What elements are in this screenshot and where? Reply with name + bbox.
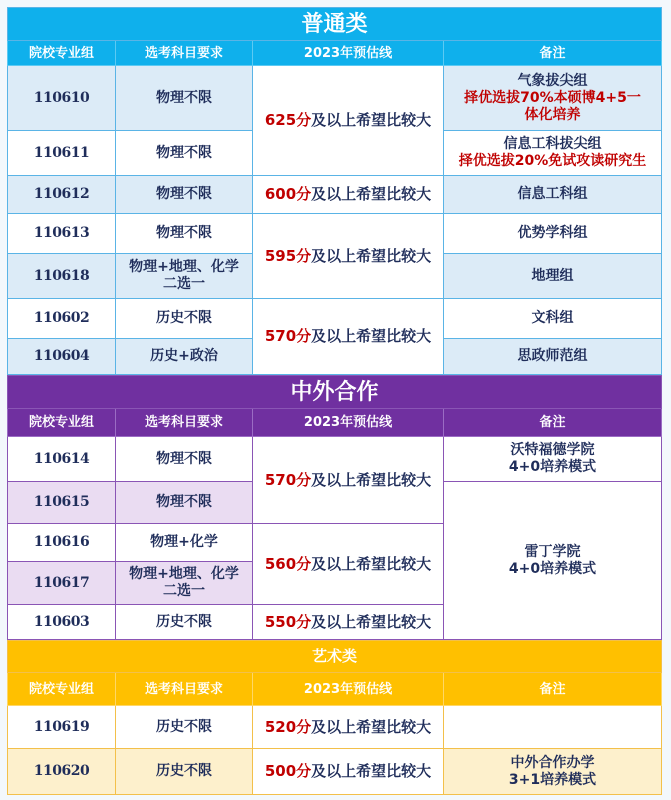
section-title: 艺术类 [8, 641, 662, 673]
column-header: 选考科目要求 [116, 409, 253, 437]
score-value: 520分 [264, 717, 312, 736]
column-header: 2023年预估线 [253, 41, 444, 66]
score-suffix: 及以上希望比较大 [311, 470, 432, 489]
score-value: 570分 [264, 470, 312, 489]
text-line: 物理不限 [156, 89, 212, 106]
score-suffix: 及以上希望比较大 [311, 327, 432, 345]
subject-requirement [116, 214, 253, 254]
text-line: 气象拔尖组 [517, 72, 588, 89]
text-line: 物理+地理、化学 [129, 566, 239, 582]
header-row [8, 409, 662, 437]
group-code: 110616 [8, 524, 116, 562]
text-line: 历史不限 [156, 613, 212, 630]
column-header: 院校专业组 [8, 673, 116, 706]
table-row [8, 176, 662, 214]
header-row [8, 41, 662, 66]
score-suffix: 及以上希望比较大 [311, 554, 432, 573]
group-code: 110620 [8, 749, 116, 795]
table-row [8, 214, 662, 254]
subject-requirement [116, 254, 253, 299]
column-header: 备注 [444, 409, 662, 437]
text-line: 历史+政治 [150, 348, 218, 364]
score-suffix: 及以上希望比较大 [311, 246, 432, 265]
text-line: 4+0培养模式 [508, 560, 597, 577]
table-row [8, 706, 662, 749]
estimated-score [253, 706, 444, 749]
text-line: 雷丁学院 [524, 543, 581, 560]
text-line: 物理不限 [156, 225, 212, 241]
estimated-score [253, 749, 444, 795]
group-code: 110615 [8, 482, 116, 524]
text-line: 历史不限 [156, 718, 212, 735]
group-code: 110603 [8, 605, 116, 640]
table-row [8, 299, 662, 339]
text-line: 思政师范组 [517, 348, 588, 364]
text-line: 历史不限 [156, 763, 212, 779]
section-title-row [8, 641, 662, 673]
table-row [8, 437, 662, 482]
group-code: 110611 [8, 131, 116, 176]
text-line: 文科组 [531, 310, 574, 326]
group-code: 110618 [8, 254, 116, 299]
remark [444, 482, 662, 640]
remark [444, 749, 662, 795]
group-code: 110612 [8, 176, 116, 214]
subject-requirement [116, 437, 253, 482]
score-value: 595分 [264, 246, 312, 265]
group-code: 110613 [8, 214, 116, 254]
column-header: 院校专业组 [8, 409, 116, 437]
section-table [7, 7, 662, 375]
remark [444, 176, 662, 214]
text-line: 二选一 [163, 276, 205, 292]
section-table [7, 375, 662, 640]
text-line: 信息工科组 [517, 186, 588, 202]
text-line: 物理不限 [156, 494, 212, 510]
text-line: 物理+地理、化学 [129, 259, 239, 275]
column-header: 选考科目要求 [116, 41, 253, 66]
text-line: 3+1培养模式 [508, 771, 597, 788]
text-line: 4+0培养模式 [508, 459, 597, 475]
remark [444, 437, 662, 482]
group-code: 110602 [8, 299, 116, 339]
score-value: 600分 [264, 185, 312, 203]
score-value: 550分 [264, 612, 312, 631]
text-line: 信息工科拔尖组 [503, 136, 602, 152]
estimated-score [253, 176, 444, 214]
subject-requirement [116, 562, 253, 605]
remark [444, 254, 662, 299]
section-title: 普通类 [8, 8, 662, 41]
subject-requirement [116, 131, 253, 176]
subject-requirement [116, 749, 253, 795]
text-line: 二选一 [163, 583, 205, 599]
score-suffix: 及以上希望比较大 [311, 762, 432, 780]
column-header: 备注 [444, 673, 662, 706]
subject-requirement [116, 66, 253, 131]
remark [444, 131, 662, 176]
group-code: 110604 [8, 339, 116, 375]
score-value: 625分 [264, 111, 312, 129]
remark [444, 339, 662, 375]
subject-requirement [116, 176, 253, 214]
text-line: 择优选拔70%本硕博4+5一 [464, 89, 641, 106]
section-table [7, 640, 662, 795]
score-value: 500分 [264, 762, 312, 780]
subject-requirement [116, 339, 253, 375]
remark [444, 299, 662, 339]
subject-requirement [116, 482, 253, 524]
admission-table [7, 7, 661, 795]
group-code: 110617 [8, 562, 116, 605]
group-code: 110619 [8, 706, 116, 749]
estimated-score [253, 66, 444, 176]
column-header: 2023年预估线 [253, 673, 444, 706]
estimated-score [253, 214, 444, 299]
remark [444, 706, 662, 749]
subject-requirement [116, 605, 253, 640]
text-line: 择优选拔20%免试攻读研究生 [458, 153, 647, 169]
text-line: 物理不限 [156, 450, 212, 467]
column-header: 2023年预估线 [253, 409, 444, 437]
table-row [8, 66, 662, 131]
section-title-row [8, 8, 662, 41]
subject-requirement [116, 299, 253, 339]
text-line: 中外合作办学 [510, 754, 595, 771]
column-header: 院校专业组 [8, 41, 116, 66]
text-line: 物理不限 [156, 186, 212, 202]
remark [444, 214, 662, 254]
estimated-score [253, 524, 444, 605]
header-row [8, 673, 662, 706]
estimated-score [253, 299, 444, 375]
table-row [8, 749, 662, 795]
section-title-row [8, 376, 662, 409]
text-line: 物理不限 [156, 144, 212, 161]
score-suffix: 及以上希望比较大 [311, 111, 432, 129]
score-suffix: 及以上希望比较大 [311, 612, 432, 631]
group-code: 110610 [8, 66, 116, 131]
score-suffix: 及以上希望比较大 [311, 185, 432, 203]
section-title: 中外合作 [8, 376, 662, 409]
text-line: 优势学科组 [517, 225, 588, 241]
text-line: 历史不限 [156, 310, 212, 326]
column-header: 选考科目要求 [116, 673, 253, 706]
score-value: 560分 [264, 554, 312, 573]
text-line: 地理组 [531, 267, 574, 284]
column-header: 备注 [444, 41, 662, 66]
score-value: 570分 [264, 327, 312, 345]
estimated-score [253, 605, 444, 640]
text-line: 体化培养 [524, 106, 581, 123]
estimated-score [253, 437, 444, 524]
text-line: 物理+化学 [150, 534, 218, 550]
remark [444, 66, 662, 131]
subject-requirement [116, 524, 253, 562]
group-code: 110614 [8, 437, 116, 482]
text-line: 沃特福德学院 [510, 442, 595, 458]
subject-requirement [116, 706, 253, 749]
score-suffix: 及以上希望比较大 [311, 717, 432, 736]
